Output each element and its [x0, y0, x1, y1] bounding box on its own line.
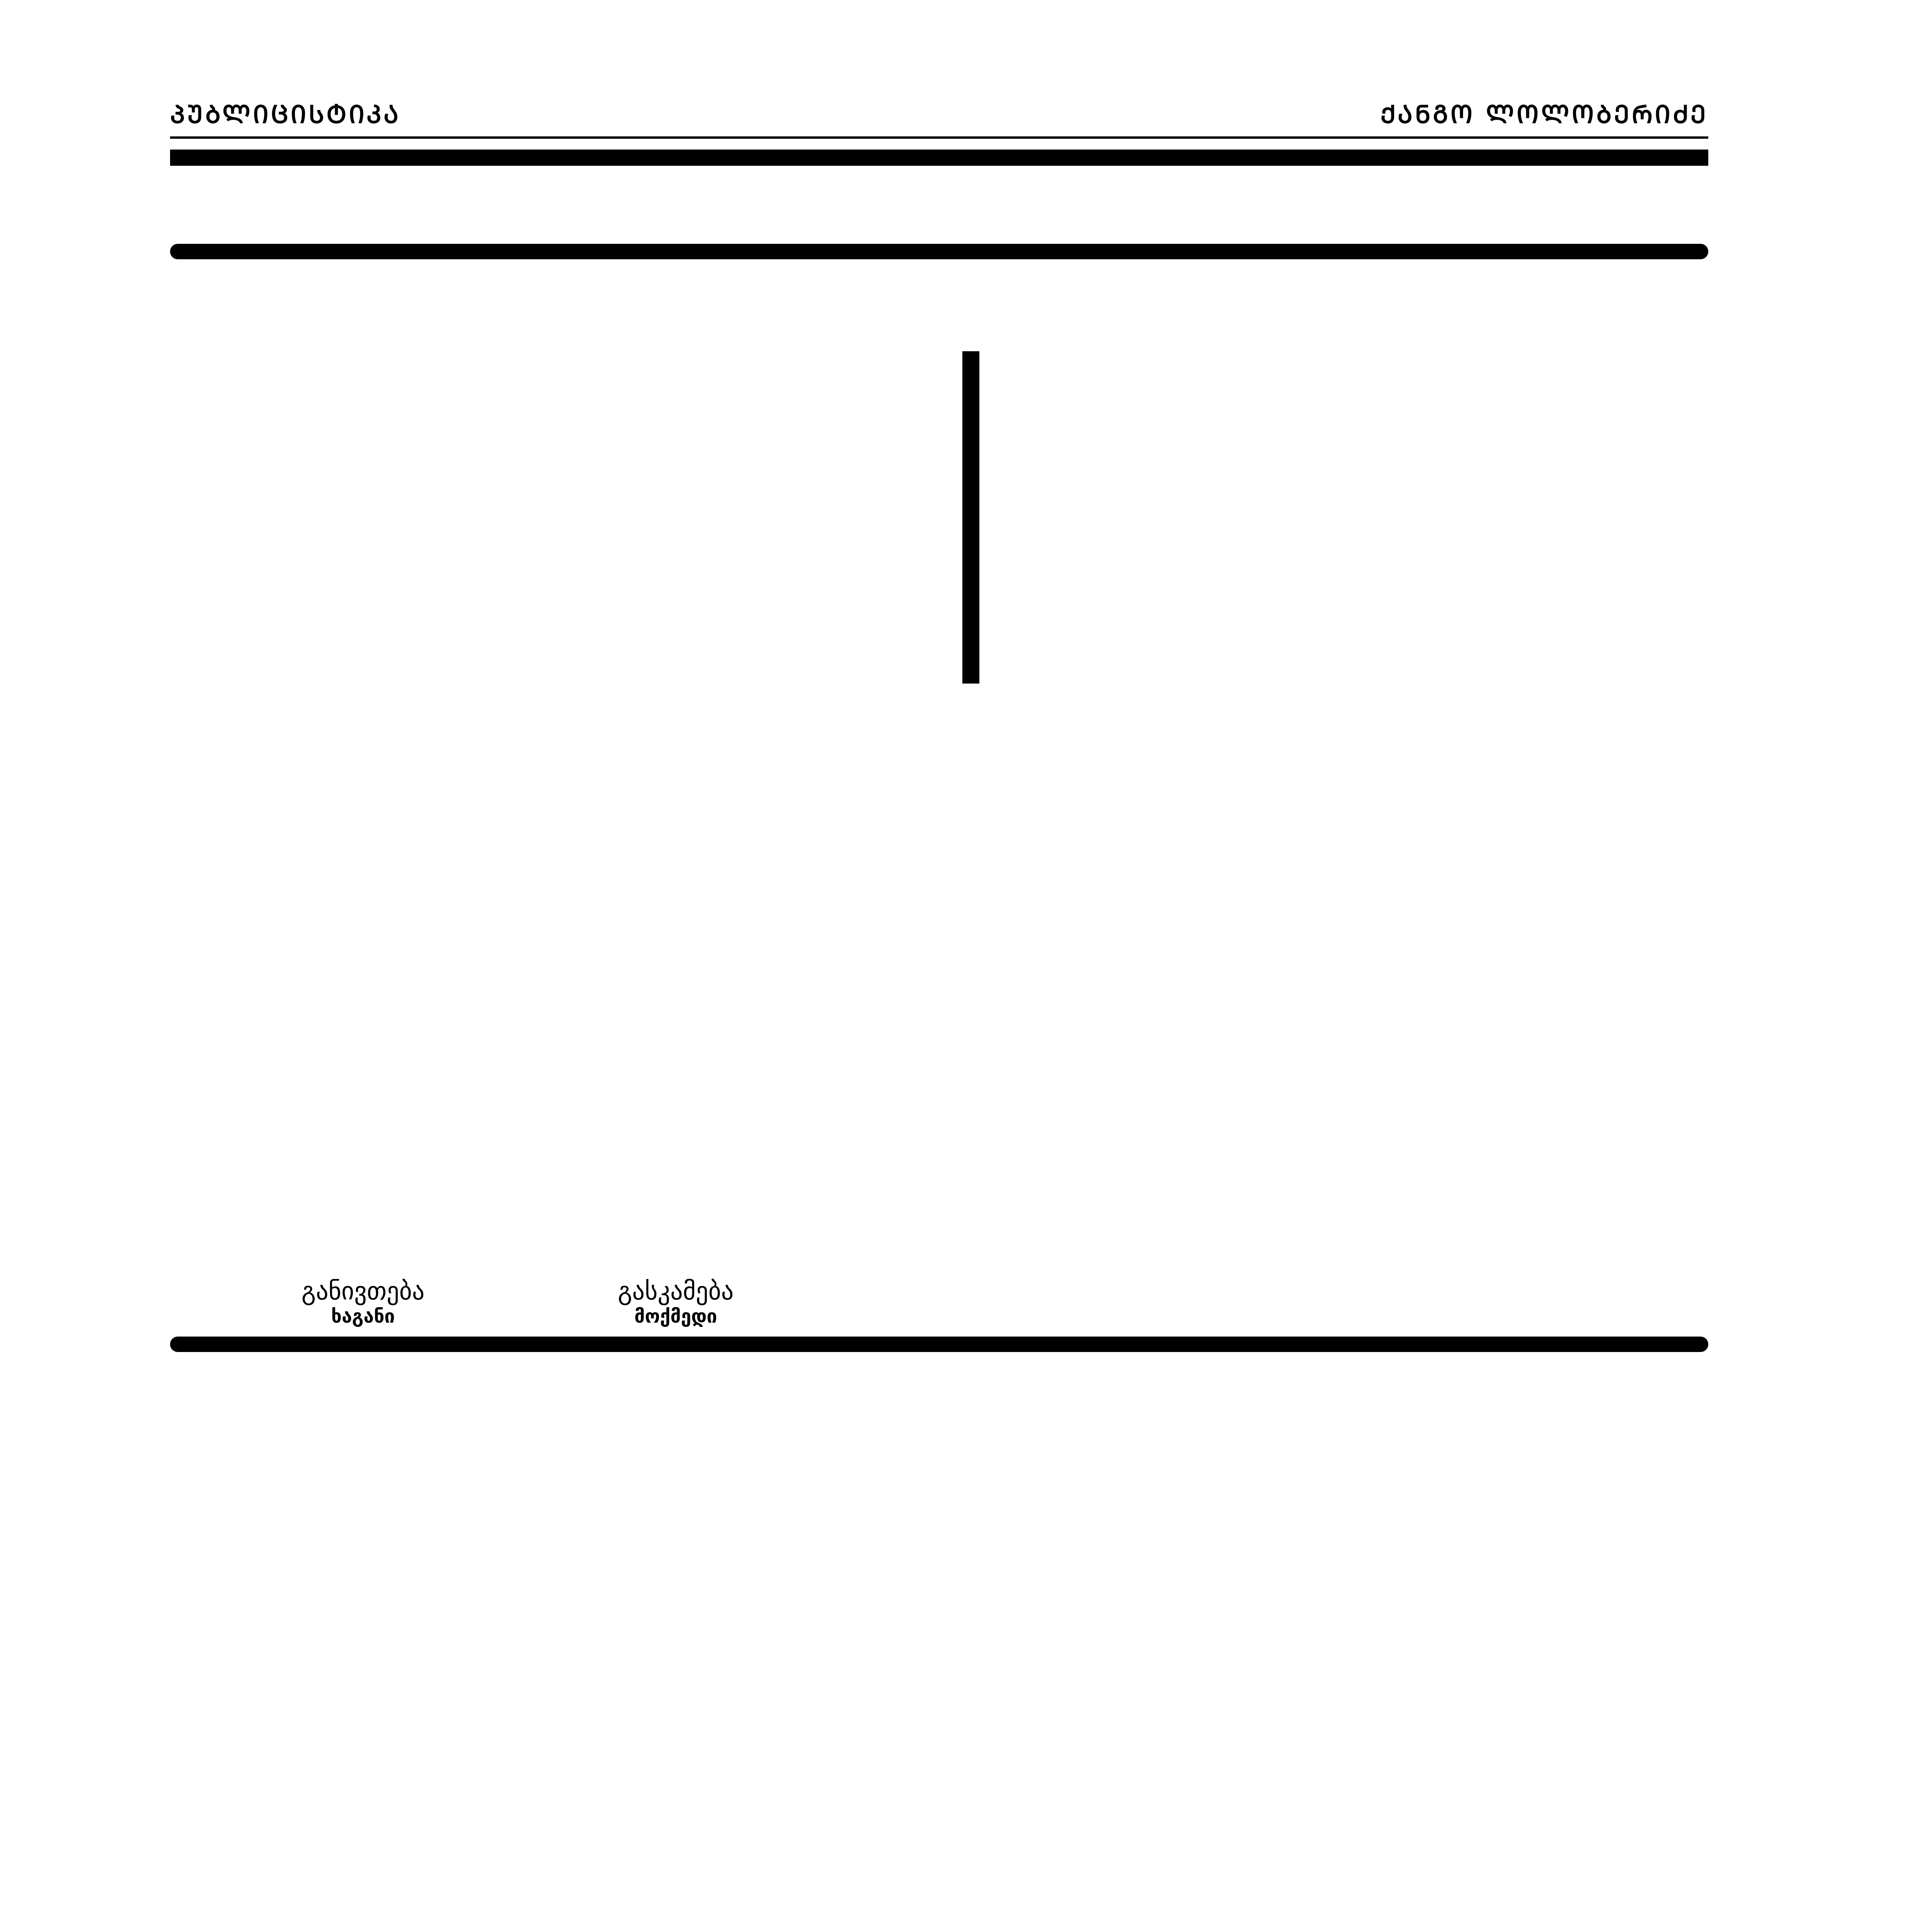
running-head-left: ᲞᲣᲑᲚᲘᲪᲘᲡᲢᲘᲙᲐ — [170, 100, 401, 129]
caption-left — [301, 1277, 424, 1327]
body-paragraph-4 — [170, 1231, 1708, 1277]
caption-right-bottom: მოქმედი — [634, 1306, 717, 1327]
header-rule-thin — [170, 136, 1708, 139]
highlight-bar — [170, 244, 1708, 259]
body-paragraph-3 — [170, 707, 1708, 752]
indented-block — [962, 351, 1708, 684]
highlight-bar-lower — [170, 1337, 1708, 1352]
running-head-right: ᲥᲐᲜᲒᲝ ᲚᲝᲚᲝᲑᲔᲠᲘᲫᲔ — [1380, 100, 1708, 129]
figure-caption — [301, 1277, 1708, 1327]
caption-left-top: განივთება — [301, 1277, 425, 1306]
caption-right — [618, 1277, 734, 1327]
caption-right-top: გასკამება — [618, 1277, 734, 1306]
body-paragraph-2 — [170, 282, 1708, 328]
body-paragraph-1 — [170, 189, 1708, 235]
caption-left-bottom: ხაგანი — [331, 1306, 395, 1327]
body-paragraph-5 — [170, 1375, 1708, 1421]
display-heading — [170, 826, 1708, 1158]
running-head — [170, 97, 1708, 130]
header-rule-thick — [170, 150, 1708, 166]
